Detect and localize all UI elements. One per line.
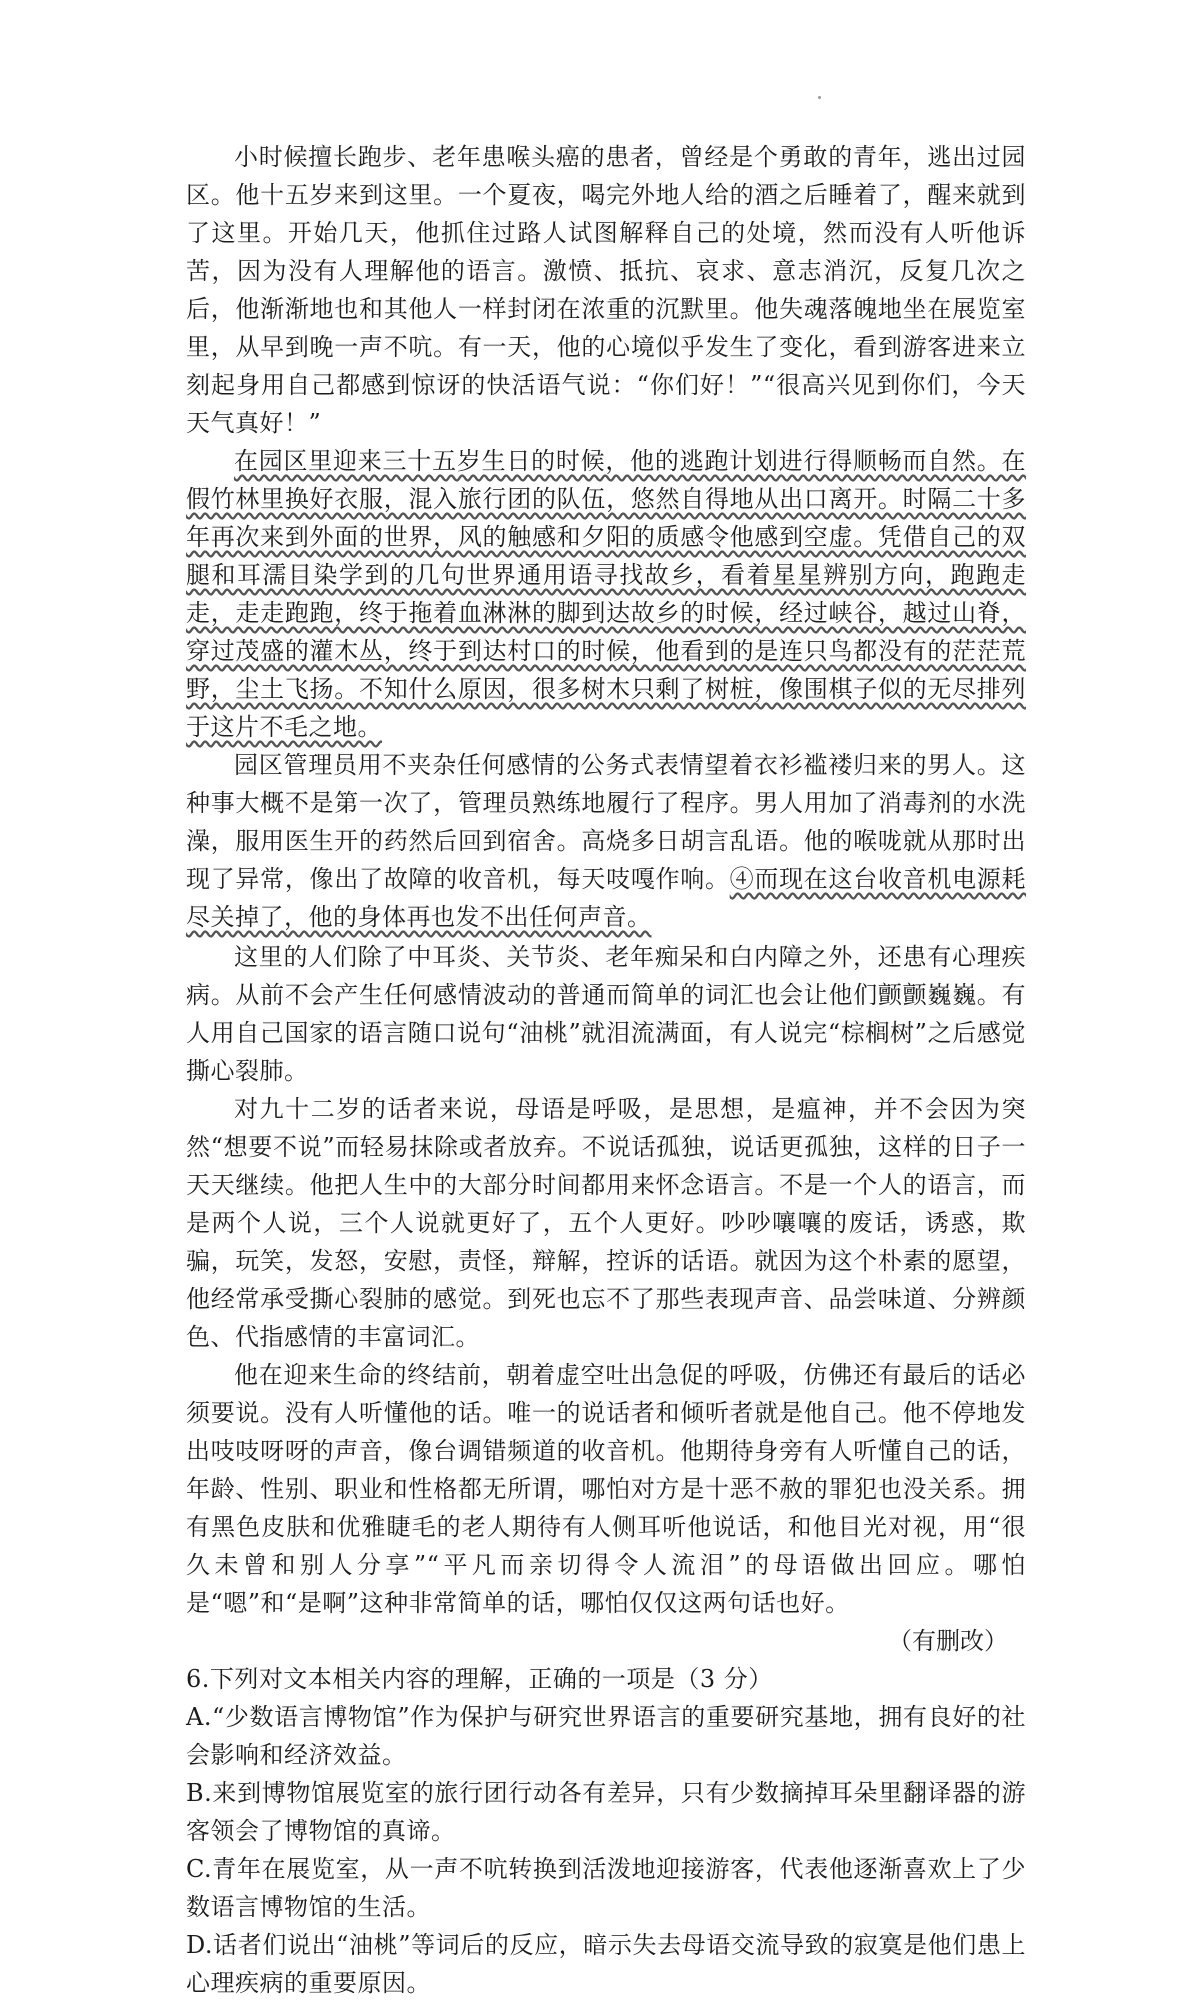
underlined-sentence-4: ④而现在这台收音机电源耗尽关掉了，他的身体再也发不出任何声音。: [186, 865, 1027, 931]
paragraph-3-text: 园区管理员用不夹杂任何感情的公务式表情望着衣衫褴褛归来的男人。这种事大概不是第一次了，管理员熟练地履行了程序。男人用加了消毒剂的水洗澡，服用医生开的药然后回到宿舍。高烧多日胡言乱语。他的喉咙就从那时出现了异常，像出了故障的收音机，每天吱嘎作响。: [186, 751, 1026, 893]
underlined-text: 在园区里迎来三十五岁生日的时候，他的逃跑计划进行得顺畅而自然。在假竹林里换好衣服，混入旅行团的队伍，悠然自得地从出口离开。时隔二十多年再次来到外面的世界，风的触感和夕阳的质感令他感到空虚。凭借自己的双腿和耳濡目染学到的几句世界通用语寻找故乡，看着星星辨别方向，跑跑走走，走走跑跑，终于拖着血淋淋的脚到达故乡的时候，经过峡谷，越过山脊，穿过茂盛的灌木丛，终于到达村口的时候，他看到的是连只鸟都没有的茫茫荒野，尘土飞扬。不知什么原因，很多树木只剩了树桩，像围棋子似的无尽排列于这片不毛之地。: [186, 447, 1026, 741]
passage-paragraph-3: [186, 746, 1026, 936]
option-b[interactable]: B.来到博物馆展览室的旅行团行动各有差异，只有少数摘掉耳朵里翻译器的游客领会了博物馆的真谛。: [186, 1779, 1026, 1845]
question-stem: 6.下列对文本相关内容的理解，正确的一项是（3 分）: [186, 1665, 773, 1693]
passage-paragraph-1: 小时候擅长跑步、老年患喉头癌的患者，曾经是个勇敢的青年，逃出过园区。他十五岁来到这里。一个夏夜，喝完外地人给的酒之后睡着了，醒来就到了这里。开始几天，他抓住过路人试图解释自己的处境，然而没有人听他诉苦，因为没有人理解他的语言。激愤、抵抗、哀求、意志消沉，反复几次之后，他渐渐地也和其他人一样封闭在浓重的沉默里。他失魂落魄地坐在展览室里，从早到晚一声不吭。有一天，他的心境似乎发生了变化，看到游客进来立刻起身用自己都感到惊讶的快活语气说：“你们好！”“很高兴见到你们，今天天气真好！”: [186, 143, 1026, 437]
page-content: [186, 138, 1026, 2002]
passage-paragraph-6: 他在迎来生命的终结前，朝着虚空吐出急促的呼吸，仿佛还有最后的话必须要说。没有人听懂他的话。唯一的说话者和倾听者就是他自己。他不停地发出吱吱呀呀的声音，像台调错频道的收音机。他期待身旁有人听懂自己的话，年龄、性别、职业和性格都无所谓，哪怕对方是十恶不赦的罪犯也没关系。拥有黑色皮肤和优雅睫毛的老人期待有人侧耳听他说话，和他目光对视，用“很久未曾和别人分享”“平凡而亲切得令人流泪”的母语做出回应。哪怕是“嗯”和“是啊”这种非常简单的话，哪怕仅仅这两句话也好。: [186, 1361, 1026, 1617]
source-note: （有删改）: [888, 1627, 1008, 1655]
option-d[interactable]: D.话者们说出“油桃”等词后的反应，暗示失去母语交流导致的寂寞是他们患上心理疾病的重要原因。: [186, 1931, 1026, 1997]
question-6: [186, 1660, 1026, 2002]
option-a[interactable]: A.“少数语言博物馆”作为保护与研究世界语言的重要研究基地，拥有良好的社会影响和经济效益。: [186, 1703, 1026, 1769]
option-c[interactable]: C.青年在展览室，从一声不吭转换到活泼地迎接游客，代表他逐渐喜欢上了少数语言博物馆的生活。: [186, 1855, 1026, 1921]
passage-paragraph-5: 对九十二岁的话者来说，母语是呼吸，是思想，是瘟神，并不会因为突然“想要不说”而轻易抹除或者放弃。不说话孤独，说话更孤独，这样的日子一天天继续。他把人生中的大部分时间都用来怀念语言。不是一个人的语言，而是两个人说，三个人说就更好了，五个人更好。吵吵嚷嚷的废话，诱惑，欺骗，玩笑，发怒，安慰，责怪，辩解，控诉的话语。就因为这个朴素的愿望，他经常承受撕心裂肺的感觉。到死也忘不了那些表现声音、品尝味道、分辨颜色、代指感情的丰富词汇。: [186, 1095, 1026, 1351]
passage-paragraph-2: [186, 442, 1026, 746]
scan-speck: [818, 96, 821, 99]
passage-paragraph-4: 这里的人们除了中耳炎、关节炎、老年痴呆和白内障之外，还患有心理疾病。从前不会产生任何感情波动的普通而简单的词汇也会让他们颤颤巍巍。有人用自己国家的语言随口说句“油桃”就泪流满面，有人说完“棕榈树”之后感觉撕心裂肺。: [186, 943, 1026, 1085]
